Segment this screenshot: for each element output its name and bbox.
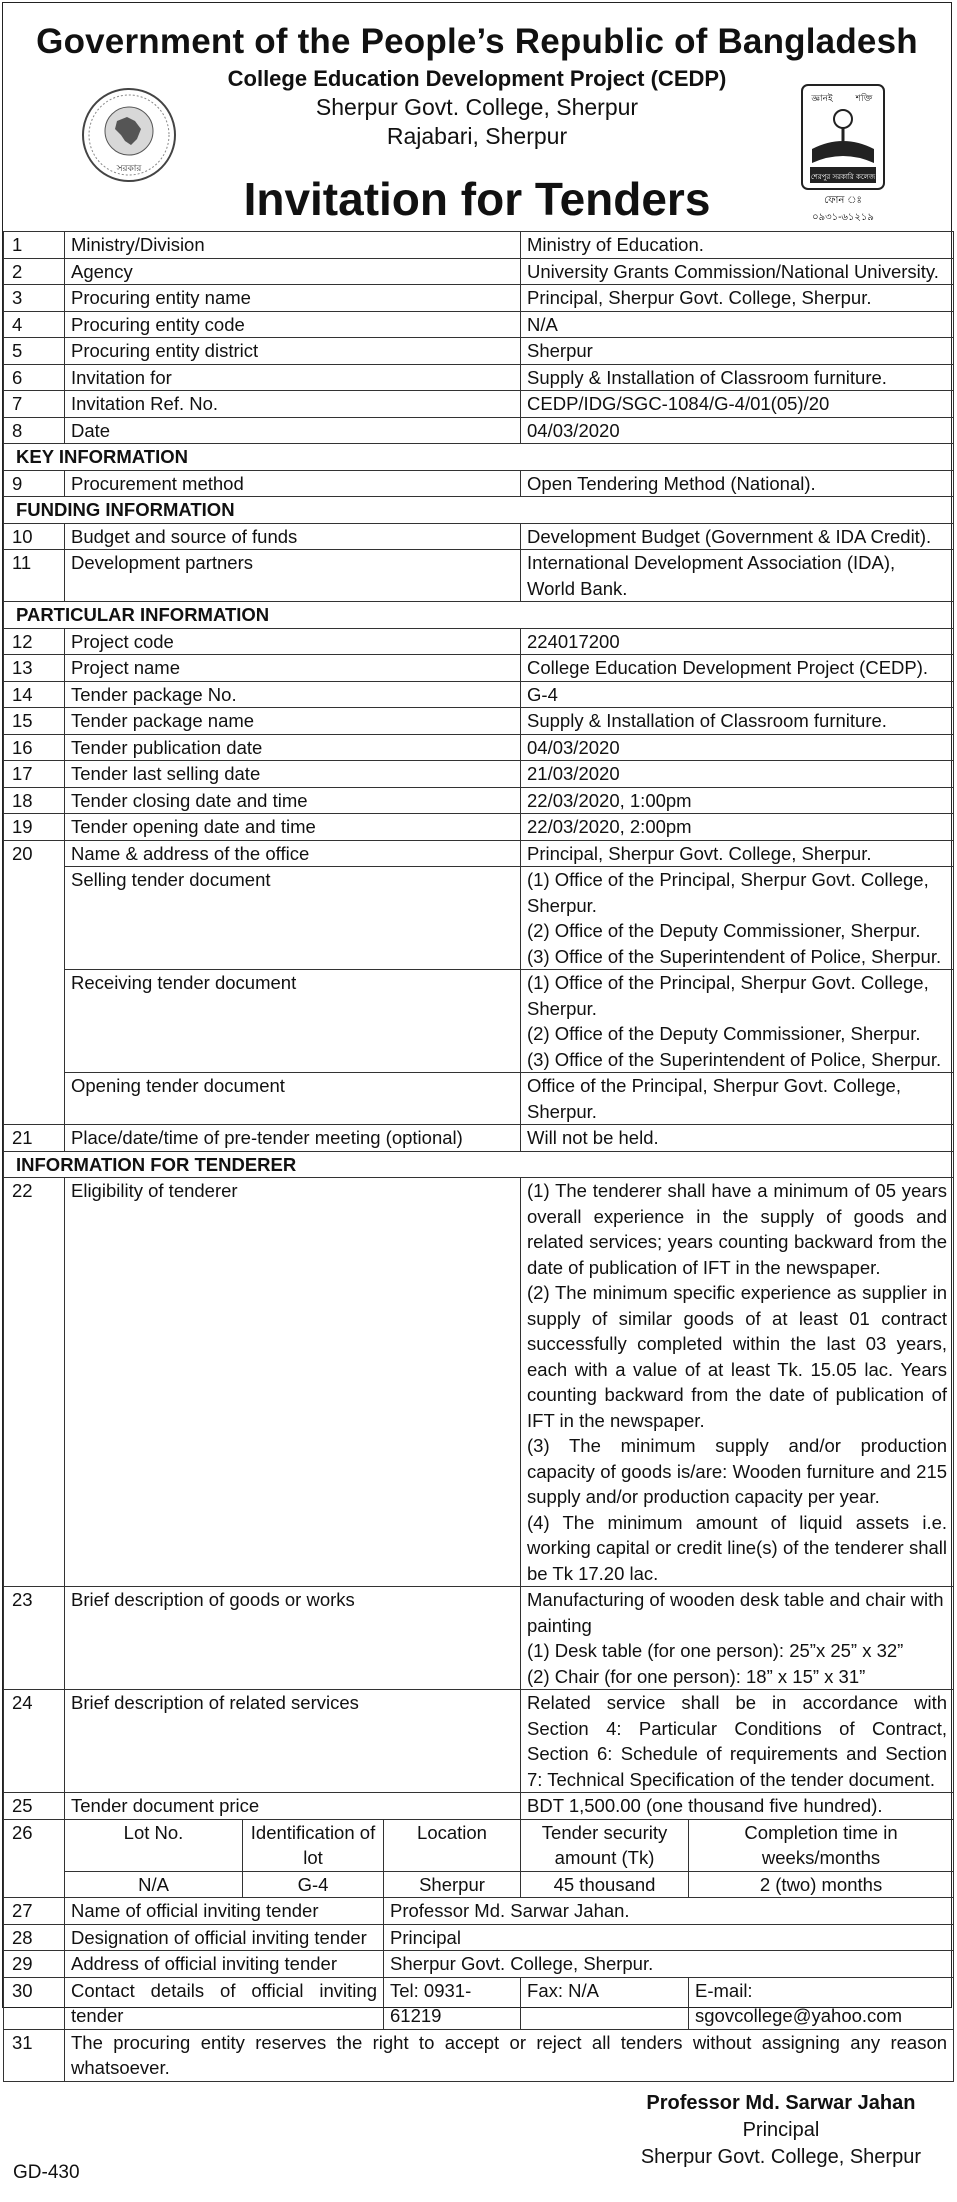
lot-value: 45 thousand (521, 1871, 689, 1898)
table-row (4, 1924, 954, 1951)
lot-value: 2 (two) months (689, 1871, 954, 1898)
row-value: University Grants Commission/National University. (521, 258, 954, 285)
row-number: 10 (4, 523, 65, 550)
section-row (4, 602, 954, 629)
receiving-office: (2) Office of the Deputy Commissioner, Sherpur. (527, 1023, 921, 1044)
row-label: Invitation for (65, 364, 521, 391)
signatory-name: Professor Md. Sarwar Jahan (646, 2091, 916, 2114)
row-number: 25 (4, 1793, 65, 1820)
row-label: Development partners (65, 550, 521, 602)
notice-code: GD-430 (13, 2161, 80, 2183)
selling-office: (2) Office of the Deputy Commissioner, Sherpur. (527, 920, 921, 941)
table-row (4, 1793, 954, 1820)
row-number: 31 (4, 2029, 65, 2081)
emblem-motto-left: জ্ঞানই (811, 94, 833, 104)
row-value: CEDP/IDG/SGC-1084/G-4/01(05)/20 (521, 391, 954, 418)
row-number: 18 (4, 787, 65, 814)
row-number: 28 (4, 1924, 65, 1951)
table-row (4, 708, 954, 735)
row-number: 9 (4, 470, 65, 497)
table-row (4, 761, 954, 788)
row-label: Project name (65, 655, 521, 682)
lot-header: Location (384, 1819, 521, 1871)
row-number: 5 (4, 338, 65, 365)
row-value (521, 1178, 954, 1587)
row-number: 8 (4, 417, 65, 444)
table-row (4, 285, 954, 312)
row-value (521, 867, 954, 970)
row-value: Supply & Installation of Classroom furniture. (521, 708, 954, 735)
contact-email: sgovcollege@yahoo.com (695, 2005, 902, 2026)
goods-line: Manufacturing of wooden desk table and chair with painting (527, 1589, 944, 1636)
receiving-office: (3) Office of the Superintendent of Police, Sherpur. (527, 1048, 942, 1070)
lot-value: N/A (65, 1871, 243, 1898)
row-label: Ministry/Division (65, 232, 521, 259)
row-number: 30 (4, 1977, 65, 2029)
table-row (4, 840, 954, 867)
row-number: 20 (4, 840, 65, 1125)
table-row (4, 523, 954, 550)
row-number: 13 (4, 655, 65, 682)
row-label: Address of official inviting tender (65, 1951, 384, 1978)
table-row (4, 681, 954, 708)
row-label: Tender package No. (65, 681, 521, 708)
signatory-designation: Principal (742, 2118, 820, 2141)
table-row (4, 1898, 954, 1925)
section-row (4, 497, 954, 524)
goods-line: (1) Desk table (for one person): 25”x 25” x 32” (527, 1640, 904, 1661)
row-value (521, 1587, 954, 1690)
table-row (4, 814, 954, 841)
row-number: 15 (4, 708, 65, 735)
row-number: 27 (4, 1898, 65, 1925)
row-number: 19 (4, 814, 65, 841)
goods-line: (2) Chair (for one person): 18” x 15” x 31” (527, 1665, 866, 1687)
row-value (521, 970, 954, 1073)
table-row (4, 787, 954, 814)
row-label: Procuring entity name (65, 285, 521, 312)
row-value: 04/03/2020 (521, 417, 954, 444)
row-value: 22/03/2020, 2:00pm (521, 814, 954, 841)
row-label: Tender package name (65, 708, 521, 735)
row-value: Sherpur (521, 338, 954, 365)
row-label: Project code (65, 628, 521, 655)
notice-footer (3, 2082, 951, 2202)
table-row (4, 1073, 954, 1125)
emblem-motto-right: শক্তি (855, 94, 873, 104)
row-value: International Development Association (IDA), World Bank. (521, 550, 954, 602)
row-label: Tender publication date (65, 734, 521, 761)
row-number: 1 (4, 232, 65, 259)
eligibility-clause: (4) The minimum amount of liquid assets i.e. working capital or credit line(s) of the tenderer shall be Tk 17.20 lac. (527, 1511, 948, 1584)
tender-details-table (3, 231, 954, 2082)
table-row (4, 970, 954, 1073)
notice-header (3, 3, 951, 231)
lot-header: Tender security amount (Tk) (521, 1819, 689, 1871)
table-row (4, 338, 954, 365)
project-name: College Education Development Project (CEDP) (227, 66, 727, 91)
left-seal-text: সরকার (116, 164, 142, 174)
contact-tel: Tel: 0931-61219 (384, 1977, 521, 2029)
row-label: Eligibility of tenderer (65, 1178, 521, 1587)
row-number: 7 (4, 391, 65, 418)
contact-email-label: E-mail: (695, 1979, 753, 2001)
row-value: 224017200 (521, 628, 954, 655)
row-value: Principal, Sherpur Govt. College, Sherpur. (521, 285, 954, 312)
row-value: Development Budget (Government & IDA Credit). (521, 523, 954, 550)
row-number: 6 (4, 364, 65, 391)
table-row (4, 550, 954, 602)
row-label: Budget and source of funds (65, 523, 521, 550)
contact-email-cell (689, 1977, 954, 2029)
row-label: Procuring entity district (65, 338, 521, 365)
lot-value: Sherpur (384, 1871, 521, 1898)
table-row (4, 2029, 954, 2081)
receiving-office: (1) Office of the Principal, Sherpur Govt. College, Sherpur. (527, 972, 929, 1019)
row-number: 2 (4, 258, 65, 285)
row-value: Sherpur Govt. College, Sherpur. (384, 1951, 954, 1978)
row-label: Contact details of official inviting tender (65, 1977, 384, 2029)
row-value: Supply & Installation of Classroom furniture. (521, 364, 954, 391)
row-label: Brief description of related services (65, 1690, 521, 1793)
row-number: 21 (4, 1125, 65, 1152)
row-value: Will not be held. (521, 1125, 954, 1152)
row-value: BDT 1,500.00 (one thousand five hundred). (521, 1793, 954, 1820)
row-number: 22 (4, 1178, 65, 1587)
row-label: Procuring entity code (65, 311, 521, 338)
table-row (4, 1977, 954, 2029)
row-number: 17 (4, 761, 65, 788)
row-label: Tender last selling date (65, 761, 521, 788)
row-value: G-4 (521, 681, 954, 708)
table-row (4, 1690, 954, 1793)
lot-header: Completion time in weeks/months (689, 1819, 954, 1871)
lot-header: Lot No. (65, 1819, 243, 1871)
section-row (4, 444, 954, 471)
tender-notice (2, 2, 952, 2183)
row-label: Tender closing date and time (65, 787, 521, 814)
eligibility-clause: (1) The tenderer shall have a minimum of 05 years overall experience in the supply of goods and related services; years counting backward from the date of publication of IFT in the newspaper. (527, 1180, 948, 1278)
row-label: Brief description of goods or works (65, 1587, 521, 1690)
table-row (4, 364, 954, 391)
row-label: Place/date/time of pre-tender meeting (optional) (65, 1125, 521, 1152)
row-value: Ministry of Education. (521, 232, 954, 259)
row-value: Office of the Principal, Sherpur Govt. College, Sherpur. (521, 1073, 954, 1125)
table-row (4, 391, 954, 418)
table-row (4, 1951, 954, 1978)
table-row (4, 1178, 954, 1587)
selling-office: (3) Office of the Superintendent of Police, Sherpur. (527, 945, 942, 967)
table-row (4, 311, 954, 338)
row-label: Receiving tender document (65, 970, 521, 1073)
row-label: Invitation Ref. No. (65, 391, 521, 418)
row-value: Professor Md. Sarwar Jahan. (384, 1898, 954, 1925)
row-label: Date (65, 417, 521, 444)
row-label: Opening tender document (65, 1073, 521, 1125)
table-row (4, 232, 954, 259)
emblem-phone: ফোন ঃ ০৯৩১-৬১২১৯ (812, 195, 874, 223)
selling-office: (1) Office of the Principal, Sherpur Govt. College, Sherpur. (527, 869, 929, 916)
signatory-institution: Sherpur Govt. College, Sherpur (640, 2145, 921, 2168)
row-label: Designation of official inviting tender (65, 1924, 384, 1951)
section-heading-funding: FUNDING INFORMATION (4, 497, 954, 524)
row-value: Principal (384, 1924, 954, 1951)
lot-value: G-4 (243, 1871, 384, 1898)
row-value: Related service shall be in accordance with Section 4: Particular Conditions of Contract, Section 6: Schedule of requirements and Section 7: Technical Specification of the tender document. (521, 1690, 954, 1793)
row-number: 3 (4, 285, 65, 312)
government-name: Government of the People’s Republic of Bangladesh (36, 22, 918, 61)
notice-title: Invitation for Tenders (243, 173, 711, 225)
section-row (4, 1151, 954, 1178)
row-label: Name of official inviting tender (65, 1898, 384, 1925)
row-value: The procuring entity reserves the right to accept or reject all tenders without assigning any reason whatsoever. (65, 2029, 954, 2081)
college-name: Sherpur Govt. College, Sherpur (315, 94, 639, 120)
table-row (4, 1125, 954, 1152)
section-heading-key: KEY INFORMATION (4, 444, 954, 471)
eligibility-clause: (3) The minimum supply and/or production capacity of goods is/are: Wooden furniture and 215 supply and/or production capacity per year. (527, 1435, 948, 1507)
table-row (4, 734, 954, 761)
row-number: 16 (4, 734, 65, 761)
row-label: Selling tender document (65, 867, 521, 970)
row-value: 04/03/2020 (521, 734, 954, 761)
table-row (4, 628, 954, 655)
lot-header: Identification of lot (243, 1819, 384, 1871)
row-number: 11 (4, 550, 65, 602)
row-value: 22/03/2020, 1:00pm (521, 787, 954, 814)
table-row (4, 1587, 954, 1690)
row-number: 14 (4, 681, 65, 708)
table-row (4, 867, 954, 970)
college-address: Rajabari, Sherpur (386, 123, 568, 149)
contact-fax: Fax: N/A (521, 1977, 689, 2029)
row-number: 12 (4, 628, 65, 655)
table-row (4, 258, 954, 285)
table-row (4, 470, 954, 497)
table-row (4, 655, 954, 682)
row-value: College Education Development Project (CEDP). (521, 655, 954, 682)
lot-value-row (4, 1871, 954, 1898)
row-label: Agency (65, 258, 521, 285)
emblem-band-text: শেরপুর সরকারি কলেজ (810, 173, 876, 181)
row-label: Tender opening date and time (65, 814, 521, 841)
row-value: Open Tendering Method (National). (521, 470, 954, 497)
row-label: Procurement method (65, 470, 521, 497)
row-value: Principal, Sherpur Govt. College, Sherpur. (521, 840, 954, 867)
row-number: 29 (4, 1951, 65, 1978)
signature-block (641, 2090, 921, 2171)
row-label: Tender document price (65, 1793, 521, 1820)
row-number: 4 (4, 311, 65, 338)
row-number: 24 (4, 1690, 65, 1793)
lot-header-row (4, 1819, 954, 1871)
row-value: 21/03/2020 (521, 761, 954, 788)
section-heading-particular: PARTICULAR INFORMATION (4, 602, 954, 629)
eligibility-clause: (2) The minimum specific experience as supplier in supply of similar goods of at least 01 contract successfully completed within the last 03 years, each with a value of at least Tk. 15.05 lac. Years counting backward from the date of publication of IFT in the newspaper. (527, 1282, 948, 1431)
row-number: 23 (4, 1587, 65, 1690)
section-heading-tenderer: INFORMATION FOR TENDERER (4, 1151, 954, 1178)
row-number: 26 (4, 1819, 65, 1898)
row-value: N/A (521, 311, 954, 338)
row-label: Name & address of the office (65, 840, 521, 867)
table-row (4, 417, 954, 444)
